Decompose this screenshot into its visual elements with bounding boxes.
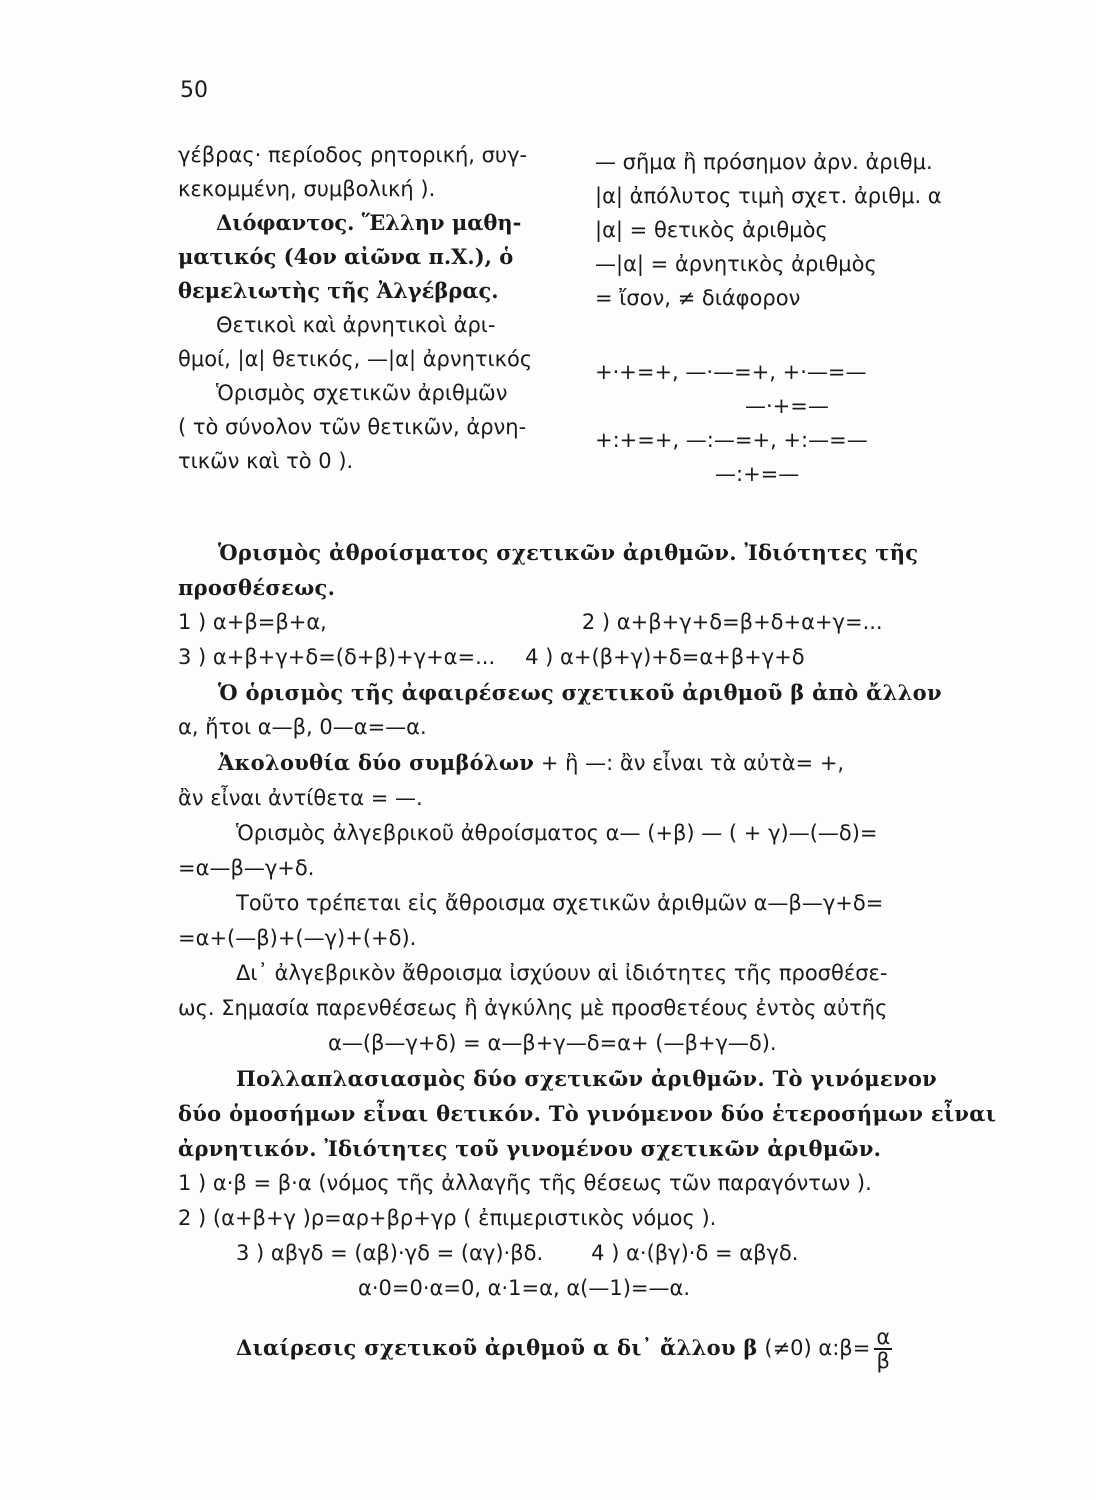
mult-heading: δύο ὁμοσήμων εἶναι θετικόν. Τὸ γινόμενον δύο ἑτεροσήμων εἶναι [178,1101,997,1126]
notation-line: = ἴσον, ≠ διάφορον [595,286,801,310]
sign-rule: —·+=— [745,394,829,418]
division-heading: Διαίρεσις σχετικοῦ ἀριθμοῦ α δι᾽ ἄλλου β [236,1335,758,1360]
notation-line: |α| = θετικὸς ἀριθμὸς [595,218,828,242]
mult-prop-2: 2 ) (α+β+γ )ρ=αρ+βρ+γρ ( ἐπιμεριστικὸς νόμος ). [178,1206,717,1230]
left-line: ( τὸ σύνολον τῶν θετικῶν, ἀρνη- [178,415,527,439]
sign-rule: +:+=+, —:—=+, +:—=— [595,428,868,452]
left-line: θμοί, |α| θετικός, —|α| ἀρνητικός [178,347,533,371]
sign-rule: —:+=— [715,462,800,486]
mult-prop-3: 3 ) αβγδ = (αβ)·γδ = (αγ)·βδ. [236,1241,544,1265]
algebraic-sum-line: =α—β—γ+δ. [178,856,315,880]
addition-heading-cont: προσθέσεως. [178,575,336,600]
mult-heading: ἀρνητικόν. Ἰδιότητες τοῦ γινομένου σχετικῶν ἀριθμῶν. [178,1136,882,1161]
page-number: 50 [180,78,208,103]
properties-line: Δι᾽ ἀλγεβρικὸν ἄθροισμα ἰσχύουν αἱ ἰδιότητες τῆς προσθέσε- [236,961,888,985]
main-text [178,535,998,1372]
sequence-line [178,745,998,781]
notation-line: — σῆμα ἢ πρόσημον ἀρν. ἀριθμ. [595,150,933,174]
right-column [595,145,1015,491]
transform-line: =α+(—β)+(—γ)+(+δ). [178,926,417,950]
addition-props-row [178,605,998,640]
prop-3: 3 ) α+β+γ+δ=(δ+β)+γ+α=... [178,645,496,669]
left-line: τικῶν καὶ τὸ 0 ). [178,449,354,473]
sequence-line-2: ἂν εἶναι ἀντίθετα = —. [178,786,423,810]
mult-props-row [178,1236,998,1271]
left-line: κεκομμένη, συμβολική ). [178,177,436,201]
subtraction-line: α, ἤτοι α—β, 0—α=—α. [178,715,427,739]
prop-2: 2 ) α+β+γ+δ=β+δ+α+γ=... [581,610,883,634]
left-line: θεμελιωτὴς τῆς Ἀλγέβρας. [178,278,499,303]
notation-line: |α| ἀπόλυτος τιμὴ σχετ. ἀριθμ. α [595,184,942,208]
addition-heading: Ὁρισμὸς ἀθροίσματος σχετικῶν ἀριθμῶν. Ἰδιότητες τῆς [218,540,919,565]
sign-rule: +·+=+, —·—=+, +·—=— [595,360,867,384]
division-fraction [874,1326,892,1372]
notation-line: —|α| = ἀρνητικὸς ἀριθμὸς [595,252,877,276]
mult-prop-1: 1 ) α·β = β·α (νόμος τῆς ἀλλαγῆς τῆς θέσεως τῶν παραγόντων ). [178,1171,872,1195]
mult-prop-4: 4 ) α·(βγ)·δ = αβγδ. [591,1241,799,1265]
left-line: ματικός (4ον αἰῶνα π.Χ.), ὁ [178,244,514,269]
mult-prop-5: α·0=0·α=0, α·1=α, α(—1)=—α. [358,1276,691,1300]
fraction-denominator: β [876,1349,890,1373]
sequence-heading: Ἀκολουθία δύο συμβόλων [218,750,535,775]
left-column [178,138,578,478]
prop-4: 4 ) α+(β+γ)+δ=α+β+γ+δ [525,645,805,669]
fraction-numerator: α [876,1325,891,1349]
mult-heading: Πολλαπλασιασμὸς δύο σχετικῶν ἀριθμῶν. Τὸ γινόμενον [236,1066,938,1091]
left-line: Ὁρισμὸς σχετικῶν ἀριθμῶν [216,381,508,405]
division-expression: (≠0) α:β= [764,1336,871,1360]
left-line: γέβρας· περίοδος ρητορική, συγ- [178,143,528,167]
prop-1: 1 ) α+β=β+α, [178,610,327,634]
properties-line: ως. Σημασία παρενθέσεως ἢ ἀγκύλης μὲ προσθετέους ἐντὸς αὐτῆς [178,996,888,1020]
transform-line: Τοῦτο τρέπεται εἰς ἄθροισμα σχετικῶν ἀριθμῶν α—β—γ+δ= [236,891,884,915]
algebraic-sum-line: Ὁρισμὸς ἀλγεβρικοῦ ἀθροίσματος α— (+β) — ( + γ)—(—δ)= [236,821,878,845]
division-line [178,1326,998,1372]
left-line-diophantus: Διόφαντος. Ἕλλην μαθη- [216,210,522,235]
properties-formula: α—(β—γ+δ) = α—β+γ—δ=α+ (—β+γ—δ). [328,1031,777,1055]
left-line: Θετικοὶ καὶ ἀρνητικοὶ ἀρι- [216,313,496,337]
sequence-rule: + ἢ —: ἂν εἶναι τὰ αὐτὰ= +, [540,751,845,775]
subtraction-heading: Ὁ ὁρισμὸς τῆς ἀφαιρέσεως σχετικοῦ ἀριθμοῦ β ἀπὸ ἄλλον [218,680,942,705]
addition-props-row [178,640,998,675]
